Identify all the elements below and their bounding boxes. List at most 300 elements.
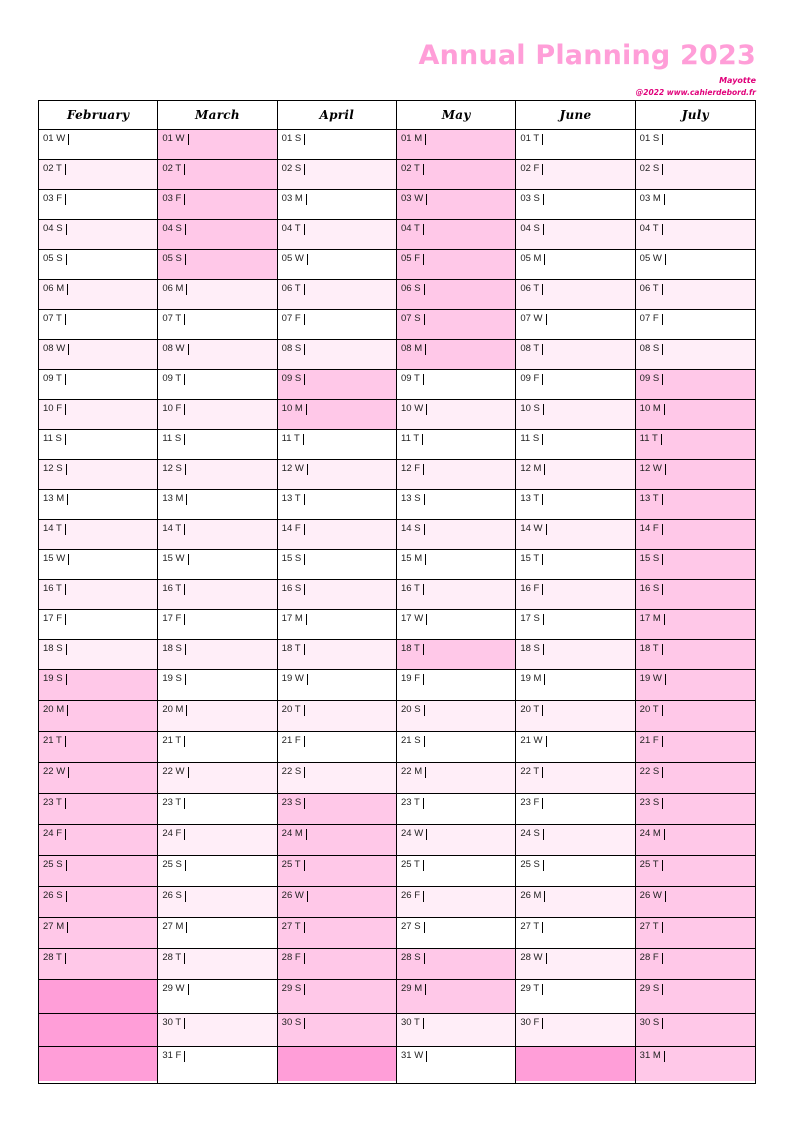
day-separator: [544, 891, 545, 902]
day-separator: [66, 254, 67, 265]
day-separator: [424, 705, 425, 716]
day-cell[interactable]: [516, 250, 634, 280]
day-cell[interactable]: [39, 520, 157, 550]
day-cell[interactable]: [636, 610, 755, 640]
day-cell[interactable]: [397, 520, 515, 550]
day-cell[interactable]: [636, 220, 755, 250]
day-cell[interactable]: [158, 856, 276, 887]
day-cell[interactable]: [278, 550, 396, 580]
day-cell[interactable]: [397, 580, 515, 610]
day-label: 09 S: [281, 373, 302, 384]
day-cell[interactable]: [636, 550, 755, 580]
day-cell[interactable]: [39, 732, 157, 763]
day-cell[interactable]: [636, 160, 755, 190]
day-cell[interactable]: [516, 610, 634, 640]
month-header: March: [158, 101, 276, 130]
day-cell[interactable]: [278, 220, 396, 250]
day-cell[interactable]: [636, 520, 755, 550]
day-cell[interactable]: [516, 400, 634, 430]
day-separator: [542, 284, 543, 295]
day-cell[interactable]: [278, 250, 396, 280]
day-cell[interactable]: [278, 1014, 396, 1048]
day-cell[interactable]: [278, 160, 396, 190]
day-label: 22 M: [401, 766, 423, 777]
day-cell[interactable]: [516, 763, 634, 794]
day-cell[interactable]: [397, 701, 515, 732]
day-separator: [307, 464, 308, 475]
day-cell[interactable]: [516, 1014, 634, 1048]
day-cell[interactable]: [516, 701, 634, 732]
day-cell[interactable]: [158, 310, 276, 340]
day-label: 10 M: [281, 403, 303, 414]
day-label: 06 M: [43, 283, 65, 294]
day-label: 30 T: [401, 1016, 420, 1028]
month-column-april: [278, 101, 397, 1083]
day-cell[interactable]: [278, 490, 396, 520]
day-cell[interactable]: [278, 610, 396, 640]
day-label: 23 S: [281, 797, 302, 808]
day-label: 03 F: [162, 193, 182, 204]
day-cell[interactable]: [397, 1014, 515, 1048]
day-cell[interactable]: [636, 250, 755, 280]
day-separator: [426, 614, 427, 625]
day-cell[interactable]: [39, 580, 157, 610]
day-cell[interactable]: [39, 220, 157, 250]
day-separator: [184, 194, 185, 205]
day-label: 12 F: [401, 463, 421, 474]
day-label: 04 T: [401, 223, 420, 234]
day-label: 30 F: [520, 1016, 540, 1028]
day-label: 24 F: [162, 828, 182, 839]
day-cell[interactable]: [636, 856, 755, 887]
day-cell[interactable]: [39, 918, 157, 949]
day-cell[interactable]: [278, 190, 396, 220]
day-separator: [544, 464, 545, 475]
day-cell[interactable]: [397, 763, 515, 794]
day-label: 08 W: [162, 343, 185, 354]
day-cell[interactable]: [397, 340, 515, 370]
day-cell[interactable]: [39, 460, 157, 490]
day-separator: [664, 614, 665, 625]
day-cell[interactable]: [397, 400, 515, 430]
day-cell[interactable]: [636, 670, 755, 701]
day-label: 28 F: [281, 952, 301, 963]
day-cell[interactable]: [397, 610, 515, 640]
region-label: Mayotte: [719, 76, 756, 85]
day-label: 01 S: [639, 133, 660, 144]
day-label: 23 T: [43, 797, 62, 808]
day-separator: [426, 829, 427, 840]
day-label: 10 F: [162, 403, 182, 414]
day-cell[interactable]: [636, 763, 755, 794]
day-separator: [306, 614, 307, 625]
day-label: 26 F: [401, 890, 421, 901]
day-cell[interactable]: [516, 340, 634, 370]
day-cell[interactable]: [158, 701, 276, 732]
day-cell[interactable]: [278, 130, 396, 160]
day-separator: [65, 798, 66, 809]
day-cell[interactable]: [158, 490, 276, 520]
day-cell[interactable]: [397, 825, 515, 856]
day-separator: [423, 891, 424, 902]
copyright-text: @2022 www.cahierdebord.fr: [635, 88, 756, 97]
day-label: 16 F: [520, 583, 540, 594]
day-cell[interactable]: [158, 980, 276, 1014]
day-cell[interactable]: [278, 640, 396, 670]
empty-day-cell: [39, 1014, 157, 1048]
day-cell[interactable]: [278, 370, 396, 400]
day-cell[interactable]: [39, 190, 157, 220]
day-separator: [188, 767, 189, 778]
day-cell[interactable]: [39, 887, 157, 918]
day-cell[interactable]: [158, 732, 276, 763]
day-separator: [546, 314, 547, 325]
day-cell[interactable]: [516, 280, 634, 310]
day-cell[interactable]: [636, 887, 755, 918]
day-separator: [184, 434, 185, 445]
day-cell[interactable]: [636, 980, 755, 1014]
day-separator: [184, 374, 185, 385]
day-separator: [185, 464, 186, 475]
day-cell[interactable]: [636, 918, 755, 949]
day-cell[interactable]: [278, 949, 396, 980]
day-label: 01 M: [401, 133, 423, 144]
day-cell[interactable]: [516, 825, 634, 856]
day-separator: [66, 464, 67, 475]
day-separator: [68, 554, 69, 565]
day-cell[interactable]: [516, 430, 634, 460]
day-cell[interactable]: [397, 370, 515, 400]
day-cell[interactable]: [636, 310, 755, 340]
day-cell[interactable]: [39, 856, 157, 887]
day-cell[interactable]: [278, 580, 396, 610]
day-cell[interactable]: [158, 640, 276, 670]
month-header: July: [636, 101, 755, 130]
day-cell[interactable]: [39, 490, 157, 520]
day-cell[interactable]: [278, 400, 396, 430]
day-label: 04 T: [639, 223, 659, 234]
day-cell[interactable]: [397, 430, 515, 460]
day-cell[interactable]: [278, 310, 396, 340]
day-separator: [542, 134, 543, 145]
day-label: 28 T: [43, 952, 62, 963]
day-cell[interactable]: [636, 430, 755, 460]
day-cell[interactable]: [158, 794, 276, 825]
day-label: 24 M: [639, 828, 661, 839]
day-cell[interactable]: [278, 887, 396, 918]
day-cell[interactable]: [516, 670, 634, 701]
day-cell[interactable]: [158, 430, 276, 460]
day-label: 23 T: [401, 797, 420, 808]
day-cell[interactable]: [636, 130, 755, 160]
day-cell[interactable]: [516, 220, 634, 250]
day-cell[interactable]: [278, 794, 396, 825]
day-separator: [186, 922, 187, 933]
day-separator: [425, 767, 426, 778]
day-cell[interactable]: [158, 190, 276, 220]
day-cell[interactable]: [158, 918, 276, 949]
day-cell[interactable]: [516, 130, 634, 160]
day-label: 31 W: [401, 1050, 424, 1061]
day-cell[interactable]: [636, 949, 755, 980]
day-separator: [306, 404, 307, 415]
day-separator: [543, 404, 544, 415]
day-label: 18 T: [401, 643, 420, 654]
day-cell[interactable]: [516, 550, 634, 580]
day-separator: [184, 1018, 185, 1029]
day-cell[interactable]: [636, 460, 755, 490]
day-separator: [304, 1018, 305, 1029]
day-cell[interactable]: [636, 825, 755, 856]
day-separator: [424, 494, 425, 505]
day-cell[interactable]: [397, 460, 515, 490]
day-label: 03 M: [639, 193, 661, 204]
day-cell[interactable]: [516, 490, 634, 520]
day-separator: [184, 584, 185, 595]
day-cell[interactable]: [39, 610, 157, 640]
day-label: 02 T: [43, 163, 62, 174]
day-separator: [662, 922, 663, 933]
day-cell[interactable]: [39, 763, 157, 794]
day-separator: [543, 194, 544, 205]
day-label: 15 S: [639, 553, 660, 564]
day-separator: [304, 164, 305, 175]
day-label: 02 S: [639, 163, 660, 174]
day-label: 02 F: [520, 163, 540, 174]
day-label: 27 T: [520, 921, 540, 932]
day-cell[interactable]: [39, 701, 157, 732]
day-separator: [662, 374, 663, 385]
day-cell[interactable]: [278, 825, 396, 856]
day-separator: [67, 705, 68, 716]
day-cell[interactable]: [397, 1047, 515, 1081]
day-label: 14 W: [520, 523, 543, 534]
day-cell[interactable]: [158, 1014, 276, 1048]
month-column-may: [397, 101, 516, 1083]
day-cell[interactable]: [158, 763, 276, 794]
day-cell[interactable]: [158, 825, 276, 856]
day-cell[interactable]: [397, 887, 515, 918]
day-separator: [304, 374, 305, 385]
day-cell[interactable]: [516, 370, 634, 400]
day-cell[interactable]: [636, 370, 755, 400]
day-cell[interactable]: [397, 130, 515, 160]
day-cell[interactable]: [39, 160, 157, 190]
day-cell[interactable]: [278, 520, 396, 550]
day-cell[interactable]: [278, 918, 396, 949]
day-cell[interactable]: [39, 550, 157, 580]
day-cell[interactable]: [278, 856, 396, 887]
day-cell[interactable]: [516, 160, 634, 190]
day-cell[interactable]: [278, 701, 396, 732]
day-label: 24 F: [43, 828, 63, 839]
empty-day-cell: [39, 980, 157, 1014]
day-separator: [184, 164, 185, 175]
day-cell[interactable]: [397, 856, 515, 887]
day-cell[interactable]: [278, 340, 396, 370]
day-cell[interactable]: [158, 250, 276, 280]
day-separator: [543, 644, 544, 655]
day-cell[interactable]: [397, 160, 515, 190]
day-cell[interactable]: [636, 794, 755, 825]
day-separator: [423, 674, 424, 685]
day-cell[interactable]: [636, 280, 755, 310]
day-label: 22 T: [520, 766, 540, 777]
day-separator: [304, 767, 305, 778]
day-cell[interactable]: [39, 250, 157, 280]
day-cell[interactable]: [158, 340, 276, 370]
day-label: 09 F: [520, 373, 540, 384]
day-cell[interactable]: [397, 250, 515, 280]
day-cell[interactable]: [516, 918, 634, 949]
day-separator: [304, 554, 305, 565]
day-cell[interactable]: [516, 310, 634, 340]
day-cell[interactable]: [636, 190, 755, 220]
day-cell[interactable]: [39, 949, 157, 980]
day-cell[interactable]: [158, 670, 276, 701]
day-label: 10 F: [43, 403, 63, 414]
day-cell[interactable]: [516, 520, 634, 550]
day-cell[interactable]: [158, 580, 276, 610]
day-separator: [184, 829, 185, 840]
month-column-february: [39, 101, 158, 1083]
day-cell[interactable]: [158, 1047, 276, 1081]
day-cell[interactable]: [516, 794, 634, 825]
day-cell[interactable]: [158, 370, 276, 400]
day-cell[interactable]: [397, 794, 515, 825]
day-cell[interactable]: [397, 670, 515, 701]
day-cell[interactable]: [39, 430, 157, 460]
day-label: 05 W: [281, 253, 304, 264]
day-cell[interactable]: [516, 980, 634, 1014]
day-separator: [184, 314, 185, 325]
day-label: 14 F: [281, 523, 301, 534]
day-cell[interactable]: [397, 732, 515, 763]
day-cell[interactable]: [397, 980, 515, 1014]
day-cell[interactable]: [397, 949, 515, 980]
day-cell[interactable]: [278, 980, 396, 1014]
day-cell[interactable]: [278, 763, 396, 794]
day-cell[interactable]: [397, 280, 515, 310]
day-cell[interactable]: [39, 400, 157, 430]
day-cell[interactable]: [516, 580, 634, 610]
day-cell[interactable]: [39, 640, 157, 670]
day-cell[interactable]: [636, 580, 755, 610]
day-cell[interactable]: [516, 949, 634, 980]
day-cell[interactable]: [636, 1014, 755, 1048]
day-label: 27 T: [281, 921, 301, 932]
day-cell[interactable]: [397, 550, 515, 580]
day-separator: [542, 344, 543, 355]
day-separator: [66, 891, 67, 902]
day-cell[interactable]: [39, 280, 157, 310]
day-label: 04 S: [43, 223, 63, 234]
day-separator: [66, 644, 67, 655]
day-cell[interactable]: [636, 732, 755, 763]
day-cell[interactable]: [158, 610, 276, 640]
day-cell[interactable]: [516, 640, 634, 670]
day-label: 06 T: [520, 283, 540, 294]
day-cell[interactable]: [397, 220, 515, 250]
day-label: 19 F: [401, 673, 421, 684]
day-label: 11 S: [43, 433, 62, 444]
day-label: 29 T: [520, 983, 540, 994]
day-separator: [542, 922, 543, 933]
day-cell[interactable]: [39, 794, 157, 825]
day-cell[interactable]: [278, 460, 396, 490]
day-cell[interactable]: [278, 280, 396, 310]
day-cell[interactable]: [39, 310, 157, 340]
day-cell[interactable]: [39, 670, 157, 701]
day-cell[interactable]: [39, 130, 157, 160]
day-cell[interactable]: [516, 460, 634, 490]
day-cell[interactable]: [158, 280, 276, 310]
day-separator: [662, 736, 663, 747]
day-cell[interactable]: [397, 918, 515, 949]
day-label: 30 S: [639, 1016, 660, 1028]
day-cell[interactable]: [158, 160, 276, 190]
day-label: 10 W: [401, 403, 424, 414]
day-cell[interactable]: [158, 130, 276, 160]
day-cell[interactable]: [516, 190, 634, 220]
day-cell[interactable]: [158, 220, 276, 250]
day-label: 09 S: [639, 373, 660, 384]
day-label: 18 S: [162, 643, 182, 654]
day-separator: [67, 922, 68, 933]
day-cell[interactable]: [158, 460, 276, 490]
day-cell[interactable]: [516, 732, 634, 763]
day-label: 25 T: [401, 859, 420, 870]
day-cell[interactable]: [516, 856, 634, 887]
day-cell[interactable]: [278, 430, 396, 460]
day-cell[interactable]: [158, 887, 276, 918]
day-label: 13 T: [281, 493, 301, 504]
day-separator: [423, 464, 424, 475]
day-cell[interactable]: [158, 550, 276, 580]
day-cell[interactable]: [636, 400, 755, 430]
day-cell[interactable]: [636, 640, 755, 670]
day-cell[interactable]: [516, 887, 634, 918]
month-header: April: [278, 101, 396, 130]
day-cell[interactable]: [158, 400, 276, 430]
day-label: 12 M: [520, 463, 542, 474]
day-cell[interactable]: [636, 1047, 755, 1081]
day-label: 28 T: [162, 952, 182, 963]
day-cell[interactable]: [397, 490, 515, 520]
day-cell[interactable]: [278, 732, 396, 763]
day-label: 09 T: [43, 373, 62, 384]
day-cell[interactable]: [636, 340, 755, 370]
day-label: 03 F: [43, 193, 63, 204]
day-cell[interactable]: [39, 825, 157, 856]
day-cell[interactable]: [397, 190, 515, 220]
day-label: 07 T: [43, 313, 62, 324]
day-label: 21 T: [43, 735, 62, 746]
day-cell[interactable]: [39, 370, 157, 400]
day-cell[interactable]: [636, 701, 755, 732]
day-cell[interactable]: [158, 520, 276, 550]
day-cell[interactable]: [158, 949, 276, 980]
day-label: 01 T: [520, 133, 540, 144]
day-cell[interactable]: [278, 670, 396, 701]
day-cell[interactable]: [636, 490, 755, 520]
day-cell[interactable]: [397, 310, 515, 340]
day-label: 26 M: [520, 890, 542, 901]
empty-day-cell: [278, 1047, 396, 1081]
day-cell[interactable]: [397, 640, 515, 670]
day-cell[interactable]: [39, 340, 157, 370]
day-label: 04 S: [162, 223, 182, 234]
